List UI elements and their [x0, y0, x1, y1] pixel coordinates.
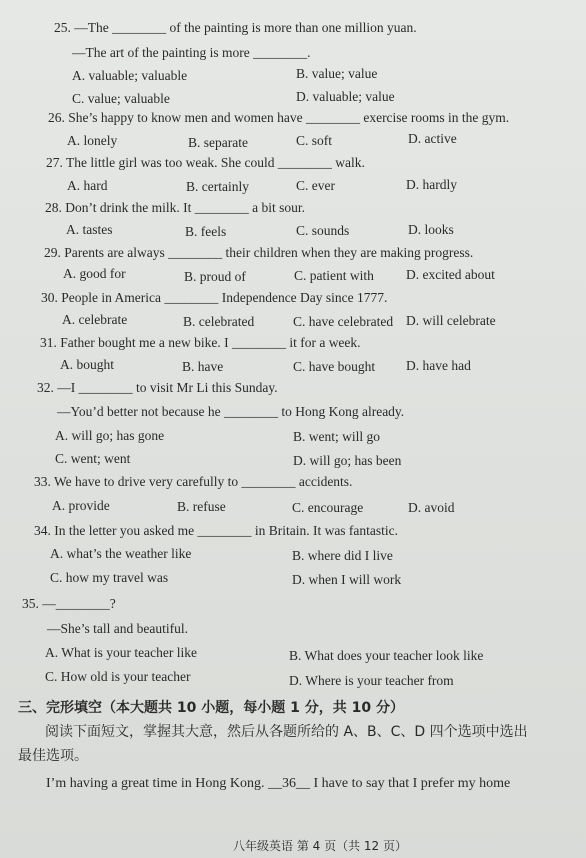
- q27-stem: 27. The little girl was too weak. She could ________ walk.: [46, 155, 365, 170]
- q29-a: A. good for: [63, 266, 126, 281]
- q35-reply: —She’s tall and beautiful.: [47, 621, 188, 636]
- q34-a: A. what’s the weather like: [50, 546, 192, 561]
- q30-b: B. celebrated: [183, 314, 255, 329]
- q28-c: C. sounds: [296, 223, 350, 238]
- q31-a: A. bought: [60, 357, 114, 372]
- instruction-line-2: 最佳选项。: [18, 748, 88, 764]
- q33-c: C. encourage: [292, 500, 364, 515]
- q29-c: C. patient with: [294, 268, 374, 283]
- q33-d: D. avoid: [408, 500, 455, 515]
- q27-b: B. certainly: [186, 179, 249, 194]
- q30-d: D. will celebrate: [406, 313, 496, 328]
- q27-d: D. hardly: [406, 177, 457, 192]
- q26-c: C. soft: [296, 133, 333, 148]
- q26-stem: 26. She’s happy to know men and women have ________ exercise rooms in the gym.: [48, 110, 510, 125]
- q30-c: C. have celebrated: [293, 314, 394, 329]
- q30-stem: 30. People in America ________ Independence Day since 1777.: [41, 290, 388, 305]
- q28-b: B. feels: [185, 224, 227, 239]
- q27-a: A. hard: [67, 178, 108, 193]
- q35-b: B. What does your teacher look like: [289, 648, 484, 663]
- q25-stem: 25. —The ________ of the painting is more than one million yuan.: [54, 20, 417, 35]
- q34-d: D. when I will work: [292, 572, 402, 587]
- q31-d: D. have had: [406, 358, 471, 373]
- q31-c: C. have bought: [293, 359, 376, 374]
- q34-stem: 34. In the letter you asked me ________ in Britain. It was fantastic.: [34, 523, 399, 538]
- q28-stem: 28. Don’t drink the milk. It ________ a bit sour.: [45, 200, 305, 215]
- q35-d: D. Where is your teacher from: [289, 673, 454, 688]
- q31-b: B. have: [182, 359, 224, 374]
- q26-a: A. lonely: [67, 133, 118, 148]
- q26-b: B. separate: [188, 135, 248, 150]
- q25-d: D. valuable; value: [296, 89, 395, 104]
- passage-start: I’m having a great time in Hong Kong. __36__ I have to say that I prefer my home: [46, 776, 511, 791]
- q33-b: B. refuse: [177, 499, 226, 514]
- q28-a: A. tastes: [66, 222, 113, 237]
- q25-reply: —The art of the painting is more ________.: [72, 45, 311, 60]
- q25-a: A. valuable; valuable: [72, 68, 188, 83]
- page-footer: 八年级英语 第 4 页（共 12 页）: [233, 839, 407, 853]
- q33-stem: 33. We have to drive very carefully to ________ accidents.: [34, 474, 353, 489]
- section-heading: 三、完形填空（本大题共 10 小题，每小题 1 分，共 10 分）: [18, 700, 404, 716]
- q32-stem: 32. —I ________ to visit Mr Li this Sunday.: [37, 380, 278, 395]
- q35-a: A. What is your teacher like: [45, 645, 197, 660]
- q34-c: C. how my travel was: [50, 570, 169, 585]
- q30-a: A. celebrate: [62, 312, 128, 327]
- q29-stem: 29. Parents are always ________ their children when they are making progress.: [44, 245, 474, 260]
- instruction-line-1: 阅读下面短文，掌握其大意，然后从各题所给的 A、B、C、D 四个选项中选出: [45, 724, 528, 740]
- q29-b: B. proud of: [184, 269, 246, 284]
- q29-d: D. excited about: [406, 267, 495, 282]
- q33-a: A. provide: [52, 498, 110, 513]
- q35-c: C. How old is your teacher: [45, 669, 191, 684]
- q32-c: C. went; went: [55, 451, 131, 466]
- q35-stem: 35. —________?: [22, 596, 116, 611]
- q31-stem: 31. Father bought me a new bike. I ________ it for a week.: [40, 335, 361, 350]
- q26-d: D. active: [408, 131, 457, 146]
- q25-b: B. value; value: [296, 66, 378, 81]
- q32-a: A. will go; has gone: [55, 428, 165, 443]
- q32-d: D. will go; has been: [293, 453, 402, 468]
- q25-c: C. value; valuable: [72, 91, 170, 106]
- q27-c: C. ever: [296, 178, 335, 193]
- q34-b: B. where did I live: [292, 548, 393, 563]
- q28-d: D. looks: [408, 222, 454, 237]
- q32-b: B. went; will go: [293, 429, 380, 444]
- q32-reply: —You’d better not because he ________ to Hong Kong already.: [57, 404, 405, 419]
